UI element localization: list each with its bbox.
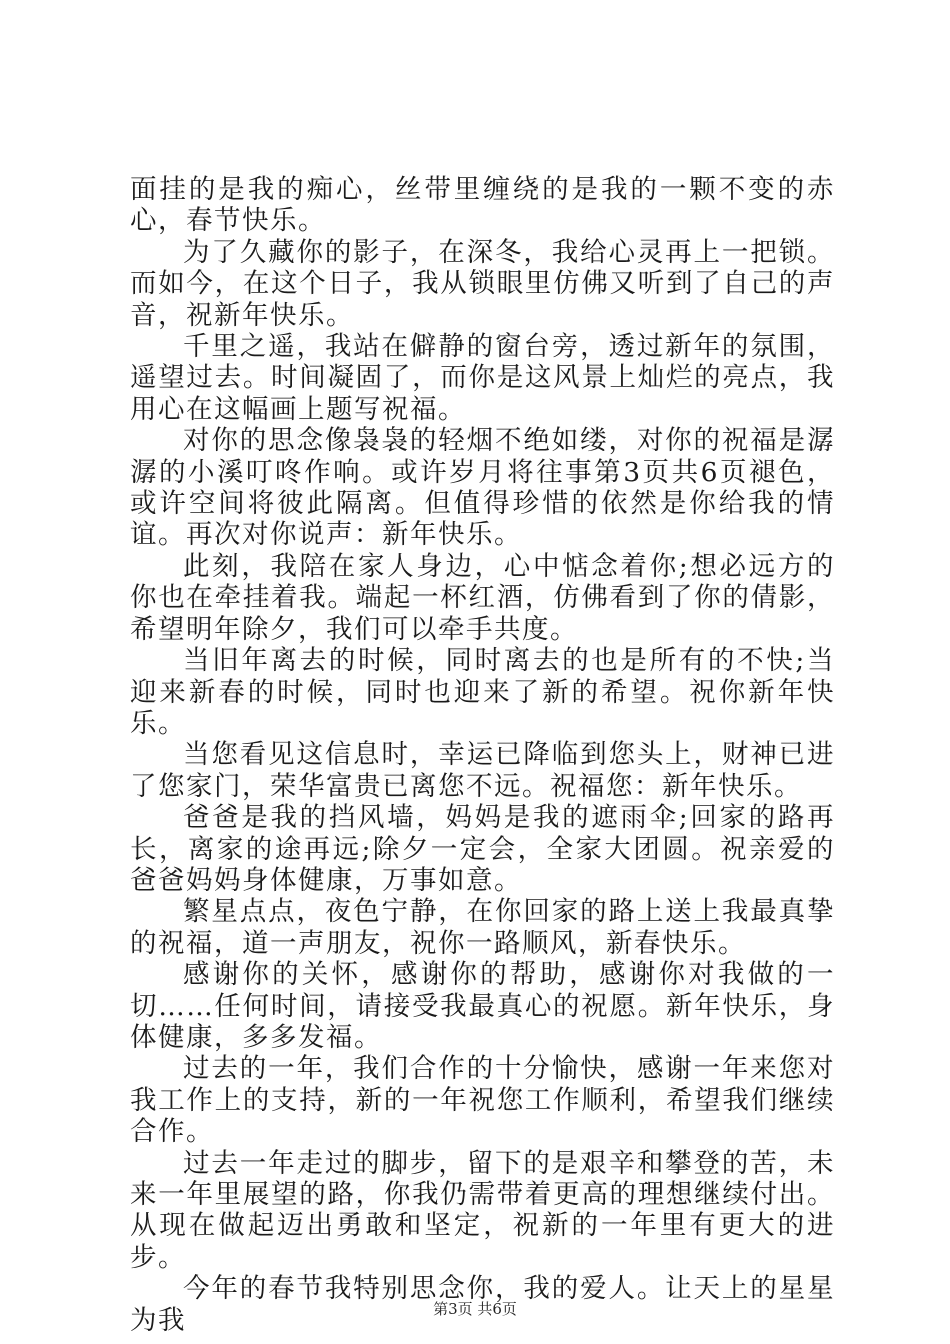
paragraph: 对你的思念像袅袅的轻烟不绝如缕，对你的祝福是潺潺的小溪叮咚作响。或许岁月将往事第3页共6页褪色，或许空间将彼此隔离。但值得珍惜的依然是你给我的情谊。再次对你说声：新年快乐。 (130, 425, 835, 551)
paragraph: 感谢你的关怀，感谢你的帮助，感谢你对我做的一切……任何时间，请接受我最真心的祝愿。新年快乐，身体健康，多多发福。 (130, 959, 835, 1053)
paragraph-continued: 面挂的是我的痴心，丝带里缠绕的是我的一颗不变的赤心，春节快乐。 (130, 174, 835, 237)
paragraph: 此刻，我陪在家人身边，心中惦念着你;想必远方的你也在牵挂着我。端起一杯红酒，仿佛看到了你的倩影，希望明年除夕，我们可以牵手共度。 (130, 550, 835, 645)
body-text (130, 174, 835, 1336)
paragraph: 今年的春节我特别思念你，我的爱人。让天上的星星为我 (130, 1273, 835, 1336)
page-number-footer: 第3页 共6页 (433, 1300, 517, 1318)
paragraph: 爸爸是我的挡风墙，妈妈是我的遮雨伞;回家的路再长，离家的途再远;除夕一定会，全家大团圆。祝亲爱的爸爸妈妈身体健康，万事如意。 (130, 802, 835, 896)
paragraph: 当旧年离去的时候，同时离去的也是所有的不快;当迎来新春的时候，同时也迎来了新的希望。祝你新年快乐。 (130, 645, 835, 739)
paragraph: 繁星点点，夜色宁静，在你回家的路上送上我最真挚的祝福，道一声朋友，祝你一路顺风，新春快乐。 (130, 896, 835, 959)
paragraph: 为了久藏你的影子，在深冬，我给心灵再上一把锁。而如今，在这个日子，我从锁眼里仿佛又听到了自己的声音，祝新年快乐。 (130, 236, 835, 331)
paragraph: 过去的一年，我们合作的十分愉快，感谢一年来您对我工作上的支持，新的一年祝您工作顺利，希望我们继续合作。 (130, 1053, 835, 1148)
paragraph: 过去一年走过的脚步，留下的是艰辛和攀登的苦，未来一年里展望的路，你我仍需带着更高的理想继续付出。从现在做起迈出勇敢和坚定，祝新的一年里有更大的进步。 (130, 1147, 835, 1273)
paragraph: 当您看见这信息时，幸运已降临到您头上，财神已进了您家门，荣华富贵已离您不远。祝福您：新年快乐。 (130, 739, 835, 802)
paragraph: 千里之遥，我站在僻静的窗台旁，透过新年的氛围，遥望过去。时间凝固了，而你是这风景上灿烂的亮点，我用心在这幅画上题写祝福。 (130, 331, 835, 425)
